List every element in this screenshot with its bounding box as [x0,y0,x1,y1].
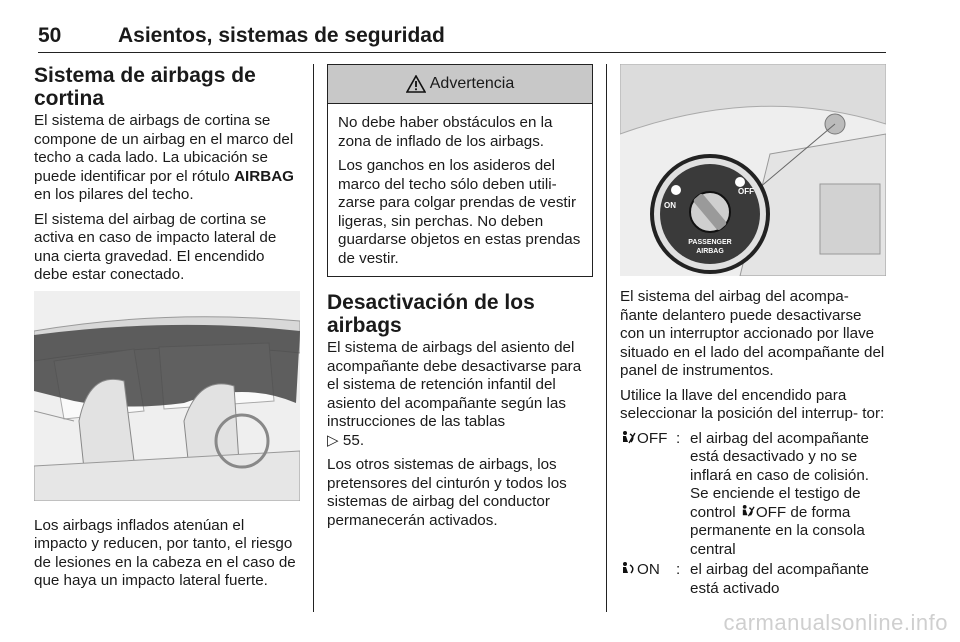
airbag-switch-illustration [620,64,886,276]
column-2 [327,64,593,536]
page-reference-icon: ▷ [327,431,339,449]
column-1 [34,64,300,597]
curtain-airbag-paragraph-1: El sistema de airbags de cortina se compone de un airbag en el marco del techo a cada lado. La ubicación se puede identificar por el rótulo AIRBAG en los pilares del techo. [34,112,294,203]
curtain-airbag-illustration [34,291,300,501]
position-row-on: ON : el airbag del acompañante está activado [620,561,886,598]
passenger-airbag-off-icon [740,504,755,519]
deactivation-heading: Desactivación de los airbags [327,291,535,337]
warning-triangle-icon [406,75,426,93]
position-on-key: ON [637,561,660,578]
switch-label-airbag: AIRBAG [696,248,724,255]
warning-header [328,65,592,104]
switch-label-off: OFF [738,187,754,196]
position-off-description: el airbag del acompañante está desactivado y no se inflará en caso de colisión. Se enciende el testigo de control OFF de forma permanente en la consola central [690,429,870,558]
warning-paragraph-2: Los ganchos en los asideros del marco del techo sólo deben utili- zarse para colgar prendas de vestir ligeras, sin perchas. No deben guardarse objetos en estas prendas de vestir. [338,157,581,267]
switch-paragraph-2: Utilice la llave del encendido para seleccionar la posición del interrup- tor: [620,386,885,422]
warning-box [327,64,593,277]
column-divider-1 [313,64,314,612]
curtain-airbag-heading: Sistema de airbags de cortina [34,64,256,110]
page-number: 50 [38,24,62,47]
curtain-airbag-paragraph-2: El sistema del airbag de cortina se activa en caso de impacto lateral de una cierta gravedad. El encendido debe estar conectado. [34,210,277,283]
passenger-airbag-on-icon [620,561,636,577]
position-off-key: OFF [637,429,668,447]
passenger-airbag-icon [671,185,681,195]
switch-paragraph-1: El sistema del airbag del acompa- ñante delantero puede desactivarse con un interruptor accionado por llave situado en el lado del acompañante del panel de instrumentos. [620,288,885,379]
curtain-airbag-paragraph-3: Los airbags inflados atenúan el impacto y reducen, por tanto, el riesgo de lesiones en la cabeza en el caso de que haya un impacto lateral fuerte. [34,516,296,589]
warning-paragraph-1: No debe haber obstáculos en la zona de inflado de los airbags. [338,114,553,150]
page-title: Asientos, sistemas de seguridad [118,24,445,47]
watermark: carmanualsonline.info [723,610,948,635]
column-divider-2 [606,64,607,612]
column-3 [620,64,886,600]
position-row-off: OFF : el airbag del acompañante está desactivado y no se inflará en caso de colisión. Se enciende el testigo de control OFF de forma permanente en la consola central [620,430,886,560]
warning-title: Advertencia [429,75,515,92]
passenger-airbag-off-icon [735,177,745,187]
switch-label-passenger: PASSENGER [688,239,732,246]
deactivation-paragraph-2: Los otros sistemas de airbags, los pretensores del cinturón y todos los sistemas de airbag del conductor permanecerán activados. [327,456,567,529]
deactivation-paragraph-1: El sistema de airbags del asiento del acompañante debe desactivarse para el sistema de retención infantil del asiento del acompañante según las instrucciones de las tablas ▷ 55. [327,339,582,449]
passenger-airbag-off-icon [620,430,636,446]
page-header [38,24,886,53]
switch-label-on: ON [664,201,676,210]
position-on-description: el airbag del acompañante está activado [690,561,870,597]
